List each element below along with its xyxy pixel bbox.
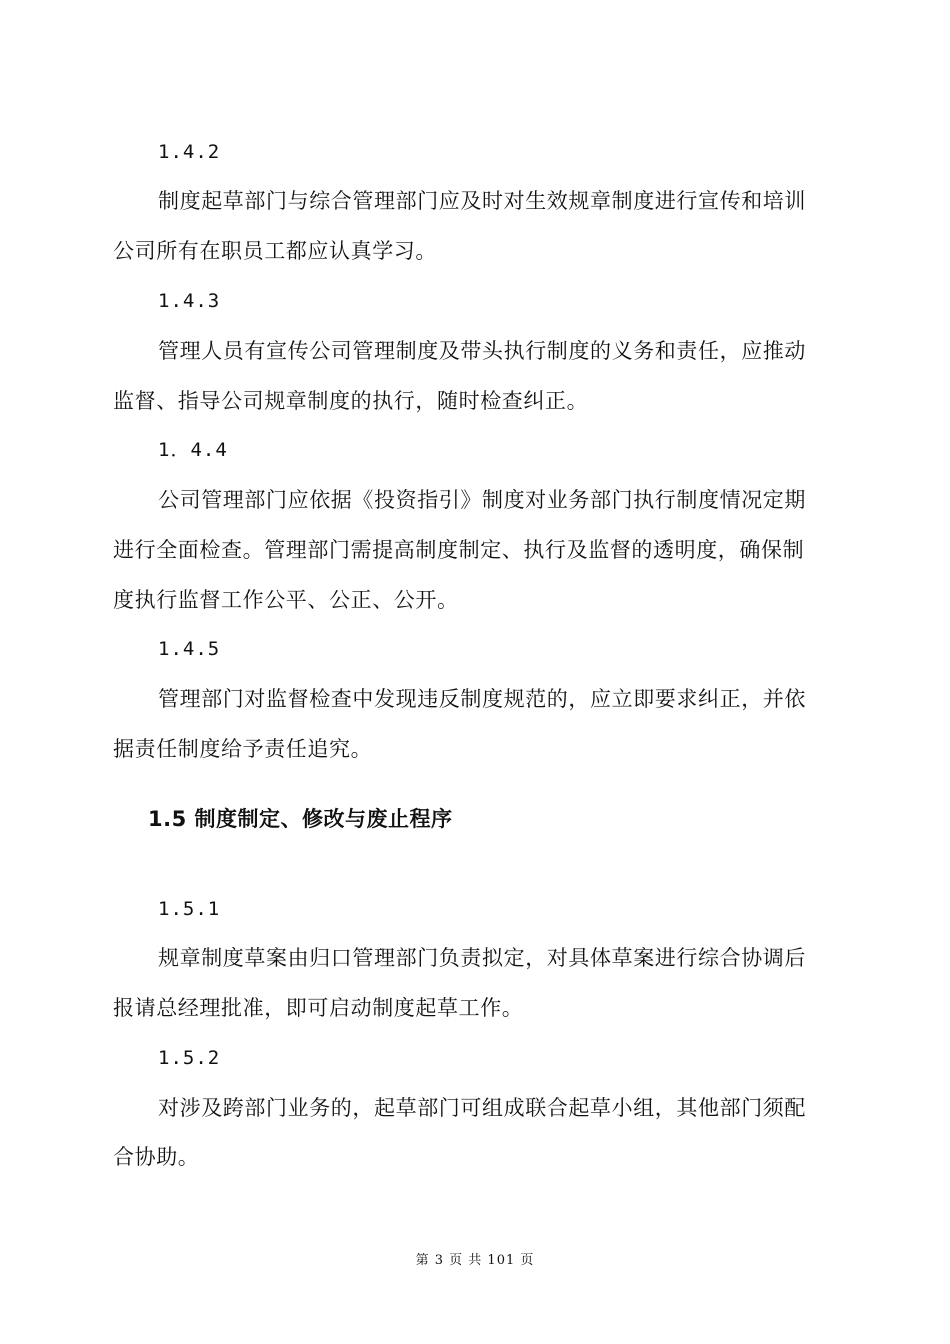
section-heading: 1.5 制度制定、修改与废止程序	[148, 807, 453, 831]
section-number: 1.4.2	[158, 141, 221, 163]
paragraph-line: 报请总经理批准，即可启动制度起草工作。	[113, 996, 524, 1020]
paragraph-line: 进行全面检查。管理部门需提高制度制定、执行及监督的透明度，确保制	[113, 538, 805, 562]
paragraph-line: 管理人员有宣传公司管理制度及带头执行制度的义务和责任，应推动	[158, 339, 806, 363]
paragraph-line: 管理部门对监督检查中发现违反制度规范的，应立即要求纠正，并依	[158, 687, 806, 711]
section-number: 1.4.3	[158, 290, 221, 312]
section-number: 1．4.4	[158, 439, 228, 461]
section-number: 1.5.2	[158, 1047, 221, 1069]
paragraph-line: 度执行监督工作公平、公正、公开。	[113, 588, 459, 612]
paragraph-line: 对涉及跨部门业务的，起草部门可组成联合起草小组，其他部门须配	[158, 1096, 806, 1120]
paragraph-line: 监督、指导公司规章制度的执行，随时检查纠正。	[113, 389, 589, 413]
paragraph-line: 规章制度草案由归口管理部门负责拟定，对具体草案进行综合协调后	[158, 946, 806, 970]
paragraph-line: 制度起草部门与综合管理部门应及时对生效规章制度进行宣传和培训	[158, 189, 806, 213]
page-footer: 第 3 页 共 101 页	[415, 1253, 535, 1268]
section-number: 1.5.1	[158, 898, 221, 920]
paragraph-line: 公司管理部门应依据《投资指引》制度对业务部门执行制度情况定期	[158, 488, 806, 512]
paragraph-line: 公司所有在职员工都应认真学习。	[113, 239, 437, 263]
paragraph-line: 据责任制度给予责任追究。	[113, 737, 373, 761]
section-number: 1.4.5	[158, 638, 221, 660]
paragraph-line: 合协助。	[113, 1145, 200, 1169]
